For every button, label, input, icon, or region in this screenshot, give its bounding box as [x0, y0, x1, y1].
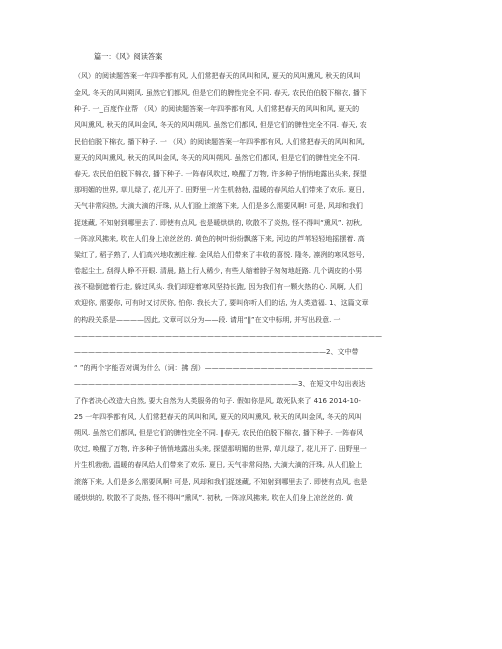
body-line: “ ”的两个字能否对调为什么（词：拂 刮）———————————————————————— — [74, 364, 373, 373]
body-line: 那明媚的世界, 草儿绿了, 花儿开了. 田野里一片生机勃勃, 温暖的春风给人们带来了欢乐. 夏日, — [74, 186, 365, 195]
body-line: 夏天的风叫熏风, 秋天的风叫金风, 冬天的风叫朔风. 虽然它们都风, 但是它们的脾性完全不同. — [74, 153, 361, 162]
body-line: 一阵凉风拂来, 吹在人们身上凉丝丝的. 黄色的树叶纷纷飘落下来, 河边的芦苇轻轻地摇摆着. 高 — [74, 234, 365, 243]
body-line: 25 一年四季都有风, 人们常把春天的风叫和风, 夏天的风叫熏风, 秋天的风叫金风, 冬天的风叫 — [74, 412, 362, 421]
body-line: 民伯伯脱下棉衣, 播下种子. 一 （风）的阅读题答案一年四季都有风, 人们常把春天的风叫和风, — [74, 137, 365, 146]
body-line: 暖烘烘的, 吹散不了炎热, 怪不得叫“熏风”. 初秋, 一阵凉风拂来, 吹在人们身上凉丝丝的. 黄 — [74, 493, 353, 502]
body-line: 欢迎你, 需要你, 可有时又讨厌你, 怕你. 我长大了, 要叫你听人们的话, 为人类造福. 1、这篇文章 — [74, 299, 369, 308]
document-title: 篇一：《风》阅读答案 — [94, 52, 163, 61]
body-line: 粱红了, 稻子熟了, 人们高兴地收割庄稼. 金风给人们带来了丰收的喜悦. 隆冬, 凛冽的寒风怒号, — [74, 250, 365, 259]
body-line: 种子. 一_百度作业帮 （风）的阅读题答案一年四季都有风, 人们常把春天的风叫和风, 夏天的 — [74, 105, 360, 114]
document-body — [74, 68, 434, 506]
body-line: 金风, 冬天的风叫朔风. 虽然它们都风, 但是它们的脾性完全不同. 春天, 农民伯伯脱下棉衣, 播下 — [74, 89, 367, 97]
body-line: 滚落下来, 人们是多么需要风啊! 可是, 风却和我们捉迷藏, 不知射到哪里去了. 即使有点风, 也是 — [74, 477, 368, 486]
body-line: 的构段关系是————因此, 文章可以分为——段. 请用“‖”在文中标明, 并写出段意. 一 — [74, 315, 341, 324]
body-line: （风）的阅读题答案一年四季都有风, 人们常把春天的风叫和风, 夏天的风叫熏风, 秋天的风叫 — [74, 72, 361, 80]
body-line: 片生机勃勃, 温暖的春风给人们带来了欢乐. 夏日, 天气非常闷热, 大滴大滴的汗珠, 从人们脸上 — [74, 461, 363, 470]
body-line: 卷起尘土, 刮得人睁不开眼. 清晨, 路上行人稀少, 有些人缩着脖子匆匆地赶路. 几个调皮的小男 — [74, 267, 363, 276]
body-line: 吹过, 唤醒了万物, 许多种子悄悄地露出头来, 探望那明媚的世界, 草儿绿了, 花儿开了. 田野里一 — [74, 445, 367, 454]
body-line: 捉迷藏, 不知射到哪里去了. 即使有点风, 也是暖烘烘的, 吹散不了炎热, 怪不得叫“熏风”. 初秋, — [74, 218, 363, 227]
answer-blank-line: ————————————————————————————————————2、文中带 — [74, 348, 359, 356]
answer-blank-line: ———————————————————————————————————————————— — [74, 331, 382, 340]
body-line: 了作者决心改造大自然, 要大自然为人类服务的句子. 假如你是风, 敢死队来了 416 2014-10- — [74, 396, 361, 405]
body-line: 春天, 农民伯伯脱下棉衣, 播下种子. 一阵春风吹过, 唤醒了万物, 许多种子悄悄地露出头来, 探望 — [74, 169, 367, 178]
answer-blank-line: ————————————————————————————————3、在短文中勾出表达 — [74, 380, 366, 389]
body-line: 朔风. 虽然它们都风, 但是它们的脾性完全不同. ‖春天, 农民伯伯脱下棉衣, 播下种子. 一阵春风 — [74, 428, 364, 437]
body-line: 风叫熏风, 秋天的风叫金风, 冬天的风叫朔风. 虽然它们都风, 但是它们的脾性完全不同. 春天, 农 — [74, 121, 367, 130]
body-line: 孩不稳倒遮着行走, 躲过风头. 我们却迎着寒风坚持长跑, 因为我们有一颗火热的心. 风啊, 人们 — [74, 283, 363, 292]
body-line: 天气非常闷热, 大滴大滴的汗珠, 从人们脸上滚落下来, 人们是多么需要风啊! 可是, 风却和我们 — [74, 202, 363, 211]
